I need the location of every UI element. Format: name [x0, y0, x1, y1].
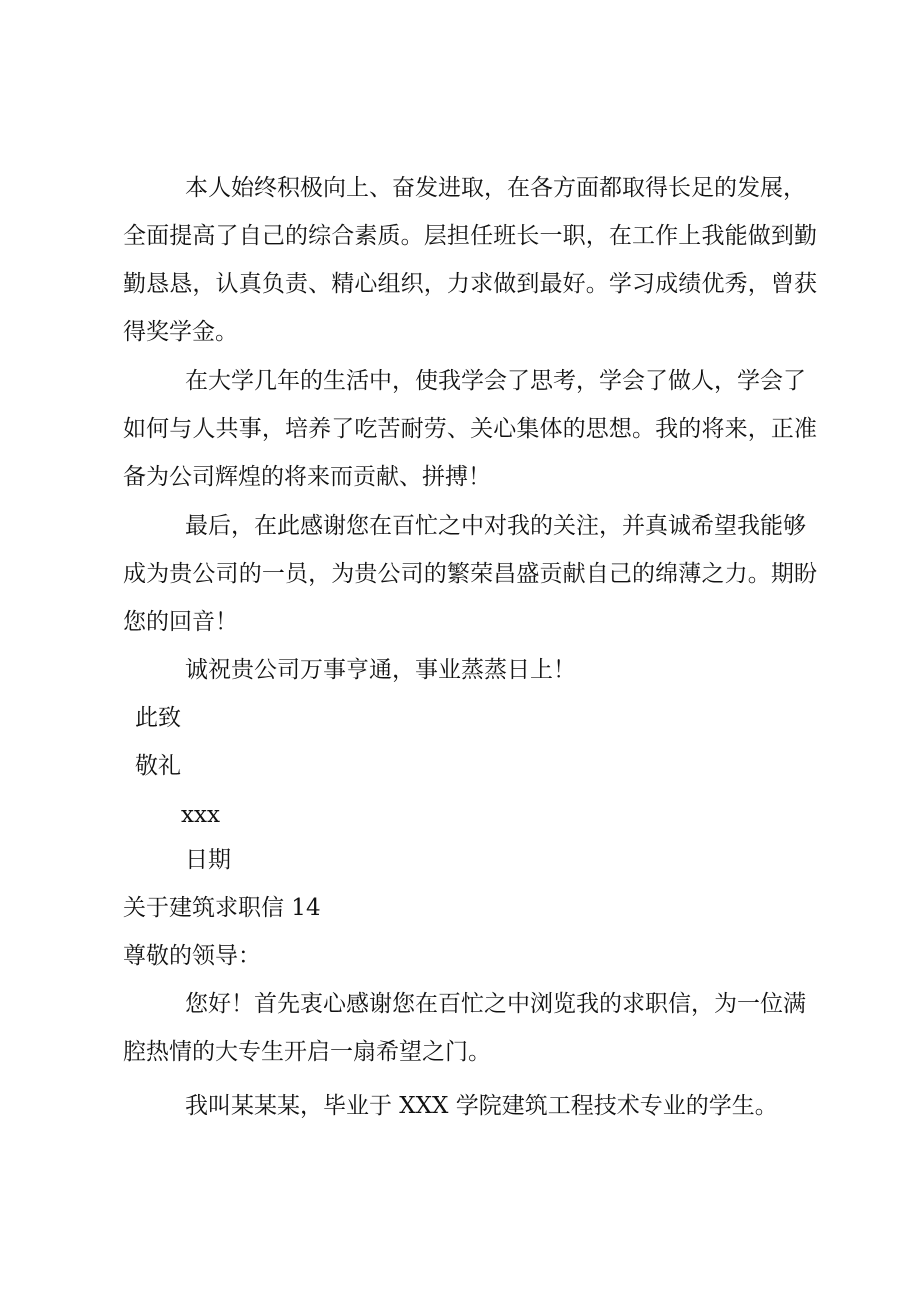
- paragraph-3-line-3: 您的回音！: [123, 609, 238, 635]
- closing-salutation-1: 此致: [135, 705, 181, 731]
- closing-name: xxx: [181, 802, 220, 828]
- letter-2-paragraph-1-line-2: 腔热情的大专生开启一扇希望之门。: [123, 1039, 491, 1065]
- closing-date: 日期: [185, 847, 231, 873]
- letter-2-title: 关于建筑求职信 14: [123, 895, 321, 921]
- letter-2-paragraph-2-line-1: 我叫某某某，毕业于 XXX 学院建筑工程技术专业的学生。: [185, 1093, 778, 1119]
- closing-salutation-2: 敬礼: [135, 753, 181, 779]
- paragraph-4-line-1: 诚祝贵公司万事亨通，事业蒸蒸日上！: [185, 657, 576, 683]
- paragraph-1-line-3: 勤恳恳，认真负责、精心组织，力求做到最好。学习成绩优秀，曾获: [123, 271, 817, 297]
- paragraph-3-line-1: 最后，在此感谢您在百忙之中对我的关注，并真诚希望我能够: [185, 513, 806, 539]
- paragraph-1-line-4: 得奖学金。: [123, 319, 238, 345]
- letter-2-greeting: 尊敬的领导：: [123, 943, 261, 969]
- letter-2-paragraph-1-line-1: 您好！首先衷心感谢您在百忙之中浏览我的求职信，为一位满: [185, 991, 806, 1017]
- paragraph-2-line-2: 如何与人共事，培养了吃苦耐劳、关心集体的思想。我的将来，正准: [123, 416, 817, 442]
- paragraph-1-line-2: 全面提高了自己的综合素质。层担任班长一职，在工作上我能做到勤: [123, 223, 817, 249]
- paragraph-1-line-1: 本人始终积极向上、奋发进取，在各方面都取得长足的发展，: [185, 175, 806, 201]
- paragraph-2-line-1: 在大学几年的生活中，使我学会了思考，学会了做人，学会了: [185, 368, 806, 394]
- paragraph-2-line-3: 备为公司辉煌的将来而贡献、拼搏！: [123, 464, 491, 490]
- paragraph-3-line-2: 成为贵公司的一员，为贵公司的繁荣昌盛贡献自己的绵薄之力。期盼: [123, 561, 817, 587]
